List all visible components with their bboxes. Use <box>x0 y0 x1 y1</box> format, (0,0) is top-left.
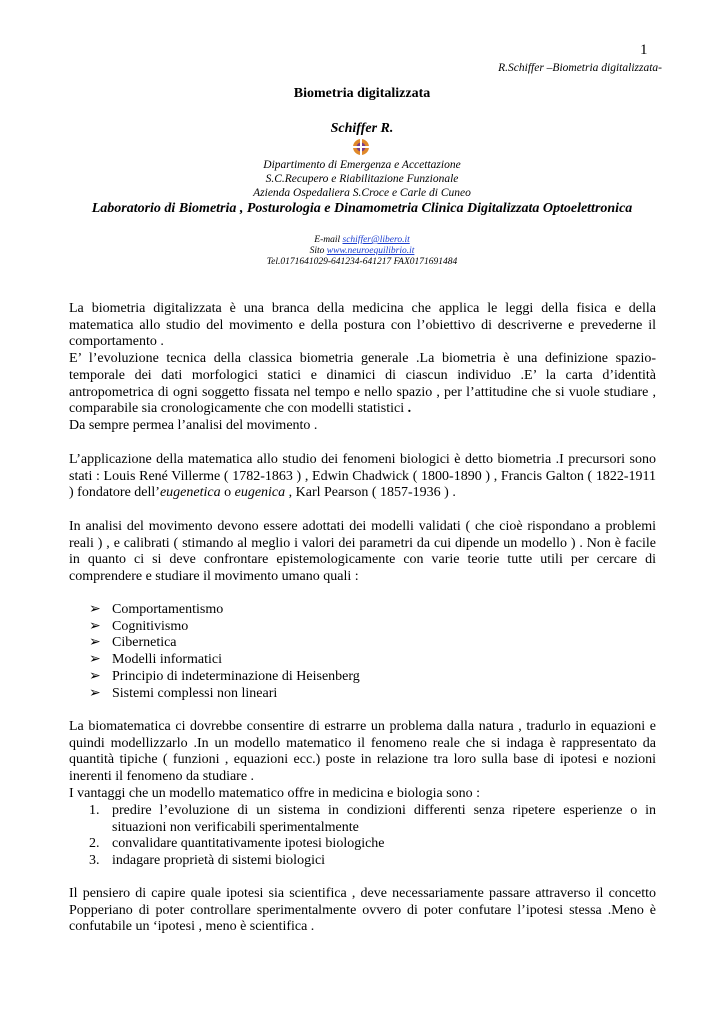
affiliation-line: Azienda Ospedaliera S.Croce e Carle di Cuneo <box>253 187 471 199</box>
item-number: 2. <box>89 836 100 852</box>
paragraph: Il pensiero di capire quale ipotesi sia scientifica , deve necessariamente passare attraverso il concetto Popperiano di poter controllare sperimentalmente ovvero di poter confutare l’ipotesi stessa .Meno è confutabile un ‘ipotesi , meno è scientifica . <box>69 886 656 935</box>
paragraph: I vantaggi che un modello matematico offre in medicina e biologia sono : <box>69 785 481 801</box>
advantages-list <box>89 803 656 870</box>
item-number: 3. <box>89 853 100 869</box>
affiliation-line: S.C.Recupero e Riabilitazione Funzionale <box>265 173 459 185</box>
list-item <box>89 652 360 669</box>
list-item <box>89 635 360 652</box>
list-item-text: Principio di indeterminazione di Heisenberg <box>112 668 360 684</box>
list-item-text: Sistemi complessi non lineari <box>112 685 278 701</box>
list-item-text: Cognitivismo <box>112 618 189 634</box>
institution-logo-icon <box>349 138 373 156</box>
list-item <box>89 602 360 619</box>
list-item-text: Comportamentismo <box>112 602 224 617</box>
italic-term: eugenetica <box>159 485 221 501</box>
list-item-text: Cibernetica <box>112 635 177 651</box>
paragraph-end-mark: . <box>407 401 412 417</box>
document-title: Biometria digitalizzata <box>293 86 431 101</box>
theories-list <box>89 602 360 702</box>
biomath-section <box>69 719 656 803</box>
item-text: indagare proprietà di sistemi biologici <box>112 853 326 869</box>
numbered-item <box>89 853 656 870</box>
paragraph-text: , Karl Pearson ( 1857-1936 ) . <box>285 485 456 501</box>
bullet-arrow-icon: ➢ <box>89 652 101 668</box>
contact-block <box>0 235 724 268</box>
paragraph: La biomatematica ci dovrebbe consentire di estrarre un problema dalla natura , tradurlo in equazioni e quindi modellizzarlo .In un modello matematico il fenomeno reale che si indaga è rappresentato da quantità tipiche ( funzioni , equazioni ecc.) poste in relazione tra loro sulla base di ipotesi e nozioni inerenti il fenomeno da studiare . <box>69 719 656 785</box>
phone-fax-line: Tel.0171641029-641234-641217 FAX0171691484 <box>266 257 458 267</box>
laboratory-name: Laboratorio di Biometria , Posturologia e Dinamometria Clinica Digitalizzata Optoelettronica <box>91 201 633 216</box>
paragraph-text: L’applicazione della matematica allo studio dei fenomeni biologici è detto biometria .I precursori sono stati : Louis René Villerme ( 1782-1863 ) , Edwin Chadwick ( 1800-1890 ) , Francis Galton ( 1822-1911 ) fondatore dell’ <box>69 452 656 501</box>
running-head: R.Schiffer –Biometria digitalizzata- <box>498 62 662 74</box>
list-item <box>89 686 360 703</box>
paragraph <box>69 351 656 418</box>
item-text: predire l’evoluzione di un sistema in condizioni differenti senza ripetere esperienze o in situazioni non verificabili sperimentalmente <box>112 803 656 835</box>
page-number: 1 <box>640 42 648 58</box>
paragraph-text: o <box>220 485 235 501</box>
paragraph: La biometria digitalizzata è una branca della medicina che applica le leggi della fisica e della matematica allo studio del movimento e della postura con l’obiettivo di descriverne e prevederne il comportamento . <box>69 301 656 350</box>
list-item-text: Modelli informatici <box>112 652 223 668</box>
bullet-arrow-icon: ➢ <box>89 685 101 701</box>
italic-term: eugenica <box>234 485 286 501</box>
affiliation-block <box>0 158 724 200</box>
bullet-arrow-icon: ➢ <box>89 602 101 617</box>
affiliation-line: Dipartimento di Emergenza e Accettazione <box>263 159 461 171</box>
list-item <box>89 669 360 686</box>
item-number: 1. <box>89 803 100 818</box>
numbered-item <box>89 836 656 853</box>
site-label: Sito <box>309 246 327 256</box>
email-label: E-mail <box>314 235 343 245</box>
list-item <box>89 619 360 636</box>
intro-section <box>69 301 656 435</box>
bullet-arrow-icon: ➢ <box>89 635 101 651</box>
site-line <box>0 246 724 257</box>
author-name: Schiffer R. <box>330 121 394 136</box>
website-link[interactable]: www.neuroequilibrio.it <box>326 246 415 256</box>
email-line <box>0 235 724 246</box>
paragraph: Da sempre permea l’analisi del movimento . <box>69 417 318 433</box>
bullet-arrow-icon: ➢ <box>89 668 101 684</box>
paragraph: In analisi del movimento devono essere adottati dei modelli validati ( che cioè rispondano a problemi reali ) , e calibrati ( stimando al meglio i valori dei parametri da cui dipende un modello ) . Non è facile in quanto ci si deve confrontare epistemologicamente con varie teorie tutte utili per cercare di comprendere e studiare il movimento umano quali : <box>69 519 656 585</box>
numbered-item <box>89 803 656 836</box>
paragraph <box>69 452 656 502</box>
bullet-arrow-icon: ➢ <box>89 618 101 634</box>
paragraph-text: E’ l’evoluzione tecnica della classica biometria generale .La biometria è una definizione spazio-temporale dei dati morfologici statici e dinamici di ciascun individuo .E’ la carta d’identità antropometrica di ogni soggetto fissata nel tempo e nello spazio , per l’attitudine che si vuole studiare , comparabile sia cronologicamente che con modelli statistici <box>69 351 656 417</box>
email-link[interactable]: schiffer@libero.it <box>342 235 410 245</box>
item-text: convalidare quantitativamente ipotesi biologiche <box>112 836 385 852</box>
